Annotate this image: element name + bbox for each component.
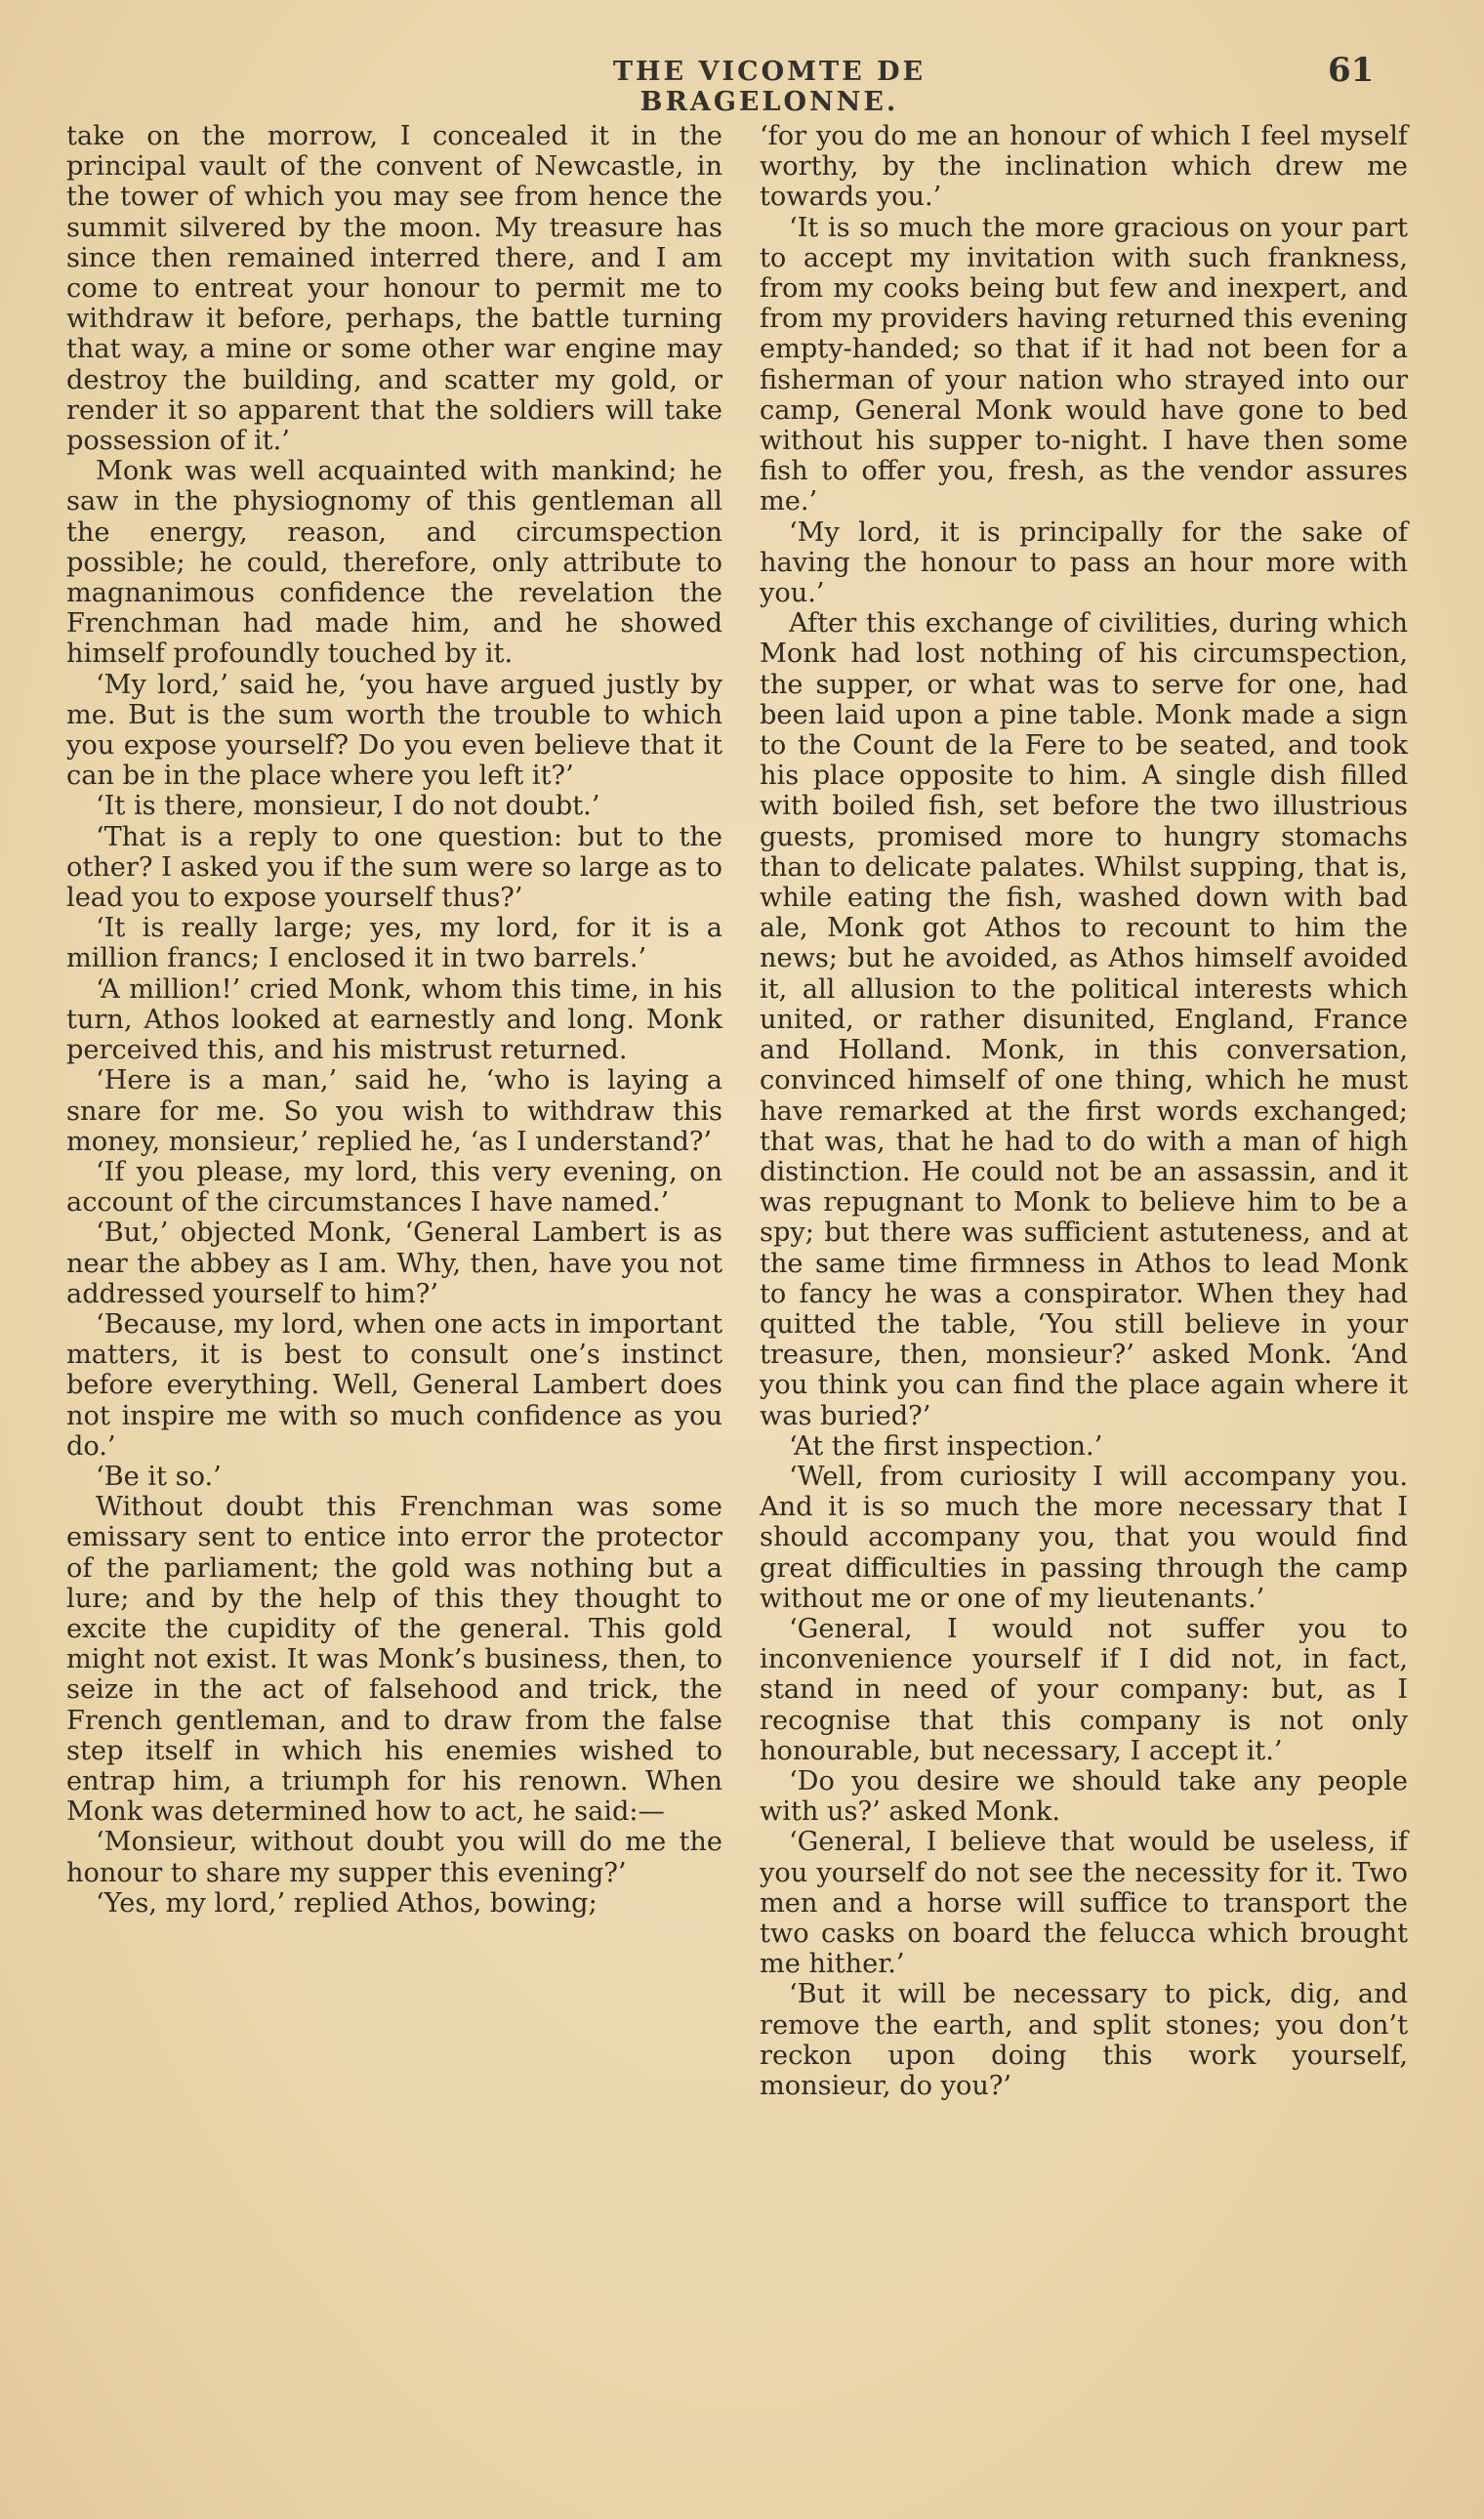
paragraph: ‘Monsieur, without doubt you will do me the honour to share my supper this evening?’ xyxy=(66,1827,722,1888)
paragraph: take on the morrow, I concealed it in the principal vault of the convent of Newcastle, in the tower of which you may see from hence the summit silvered by the moon. My treasure has since then remained interred there, and I am come to entreat your honour to permit me to withdraw it before, perhaps, the battle turning that way, a mine or some other war engine may destroy the building, and scatter my gold, or render it so apparent that the soldiers will take possession of it.’ xyxy=(66,121,722,457)
left-column xyxy=(66,121,722,1919)
paragraph: ‘That is a reply to one question: but to the other? I asked you if the sum were so large as to lead you to expose yourself thus?’ xyxy=(66,821,722,914)
paragraph: ‘General, I believe that would be useless, if you yourself do not see the necessity for it. Two men and a horse will suffice to transport the two casks on board the felucca which brought me hither.’ xyxy=(760,1827,1408,1980)
paragraph: ‘Be it so.’ xyxy=(96,1461,222,1492)
running-header xyxy=(0,49,1484,117)
paragraph: ‘Well, from curiosity I will accompany you. And it is so much the more necessary that I should accompany you, that you would find great difficulties in passing through the camp without me or one of my lieutenants.’ xyxy=(760,1461,1408,1614)
paragraph: ‘for you do me an honour of which I feel myself worthy, by the inclination which drew me towards you.’ xyxy=(760,121,1408,213)
paragraph: ‘My lord, it is principally for the sake of having the honour to pass an hour more with you.’ xyxy=(760,516,1408,609)
paragraph: ‘Do you desire we should take any people with us?’ asked Monk. xyxy=(760,1765,1408,1828)
paragraph: ‘It is really large; yes, my lord, for it is a million francs; I enclosed it in two barrels.’ xyxy=(66,913,722,974)
paragraph: ‘Here is a man,’ said he, ‘who is laying a snare for me. So you wish to withdraw this money, monsieur,’ replied he, ‘as I understand?’ xyxy=(66,1065,722,1157)
paragraph: Without doubt this Frenchman was some emissary sent to entice into error the protector of the parliament; the gold was nothing but a lure; and by the help of this they thought to excite the cupidity of the general. This gold might not exist. It was Monk’s business, then, to seize in the act of falsehood and trick, the French gentleman, and to draw from the false step itself in which his enemies wished to entrap him, a triumph for his renown. When Monk was determined how to act, he said:— xyxy=(66,1492,722,1828)
paragraph: ‘At the first inspection.’ xyxy=(789,1430,1103,1462)
paragraph: ‘A million!’ cried Monk, whom this time, in his turn, Athos looked at earnestly and long. Monk perceived this, and his mistrust returned. xyxy=(66,973,722,1066)
paragraph: ‘Yes, my lord,’ replied Athos, bowing; xyxy=(96,1887,598,1919)
running-title: THE VICOMTE DE BRAGELONNE. xyxy=(612,57,927,117)
paragraph: ‘But it will be necessary to pick, dig, and remove the earth, and split stones; you don’t reckon upon doing this work yourself, monsieur, do you?’ xyxy=(760,1979,1408,2101)
paragraph: After this exchange of civilities, during which Monk had lost nothing of his circumspection, the supper, or what was to serve for one, had been laid upon a pine table. Monk made a sign to the Count de la Fere to be seated, and took his place opposite to him. A single dish filled with boiled fish, set before the two illustrious guests, promised more to hungry stomachs than to delicate palates. Whilst supping, that is, while eating the fish, washed down with bad ale, Monk got Athos to recount to him the news; but he avoided, as Athos himself avoided it, all allusion to the political interests which united, or rather disunited, England, France and Holland. Monk, in this conversation, convinced himself of one thing, which he must have remarked at the first words exchanged; that was, that he had to do with a man of high distinction. He could not be an assassin, and it was repugnant to Monk to believe him to be a spy; but there was sufficient astuteness, and at the same time firmness in Athos to lead Monk to fancy he was a conspirator. When they had quitted the table, ‘You still believe in your treasure, then, monsieur?’ asked Monk. ‘And you think you can find the place again where it was buried?’ xyxy=(760,608,1408,1431)
paragraph: Monk was well acquainted with mankind; he saw in the physiognomy of this gentleman all the energy, reason, and circumspection possible; he could, therefore, only attribute to magnanimous confidence the revelation the Frenchman had made him, and he showed himself profoundly touched by it. xyxy=(66,456,722,670)
paragraph: ‘General, I would not suffer you to inconvenience yourself if I did not, in fact, stand in need of your company: but, as I recognise that this company is not only honourable, but necessary, I accept it.’ xyxy=(760,1613,1408,1766)
paragraph: ‘If you please, my lord, this very evening, on account of the circumstances I have named.’ xyxy=(66,1156,722,1218)
paragraph: ‘But,’ objected Monk, ‘General Lambert is as near the abbey as I am. Why, then, have you not addressed yourself to him?’ xyxy=(66,1218,722,1309)
paragraph: ‘It is so much the more gracious on your part to accept my invitation with such frankness, from my cooks being but few and inexpert, and from my providers having returned this evening empty-handed; so that if it had not been for a fisherman of your nation who strayed into our camp, General Monk would have gone to bed without his supper to-night. I have then some fish to offer you, fresh, as the vendor assures me.’ xyxy=(760,212,1408,517)
paragraph: ‘My lord,’ said he, ‘you have argued justly by me. But is the sum worth the trouble to which you expose yourself? Do you even believe that it can be in the place where you left it?’ xyxy=(66,669,722,792)
right-column xyxy=(760,121,1408,2101)
paragraph: ‘Because, my lord, when one acts in important matters, it is best to consult one’s instinct before everything. Well, General Lambert does not inspire me with so much confidence as you do.’ xyxy=(66,1308,722,1462)
paragraph: ‘It is there, monsieur, I do not doubt.’ xyxy=(96,791,600,822)
page-number: 61 xyxy=(1328,51,1375,90)
